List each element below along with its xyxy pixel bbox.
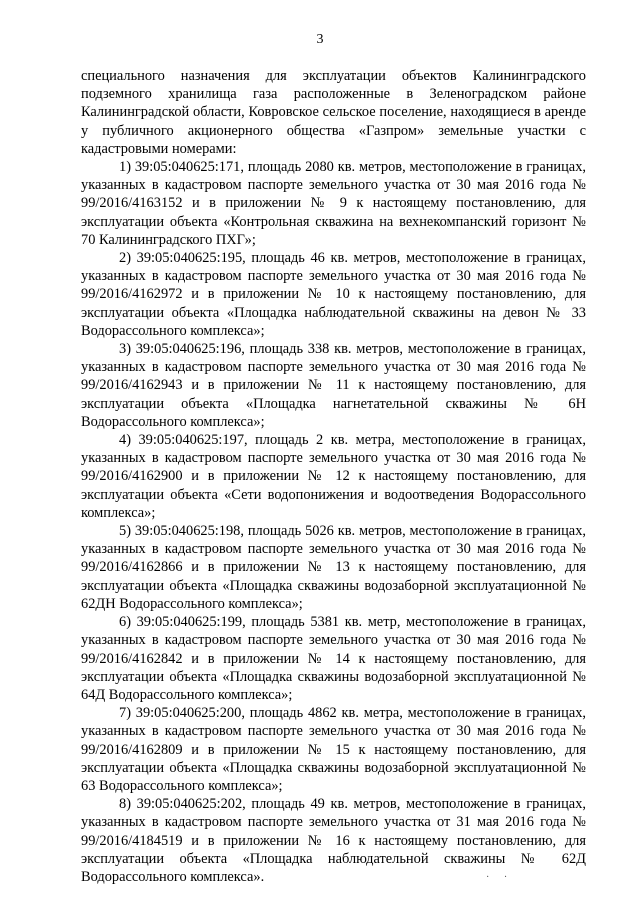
list-item: 1) 39:05:040625:171, площадь 2080 кв. метров, местоположение в границах, указанных в кадастровом паспорте земельного участка от 30 мая 2016 года № 99/2016/4163152 и в приложении № 9 к настоящему постановлению, для эксплуатации объекта «Контрольная скважина на вехнекомпанский горизонт № 70 Калининградского ПХГ»;	[81, 159, 586, 248]
list-item: 8) 39:05:040625:202, площадь 49 кв. метров, местоположение в границах, указанных в кадастровом паспорте земельного участка от 31 мая 2016 года № 99/2016/4184519 и в приложении № 16 к настоящему постановлению, для эксплуатации объекта «Площадка наблюдательной скважины № 62Д Водорассольного комплекса».	[81, 796, 586, 885]
list-item: 5) 39:05:040625:198, площадь 5026 кв. метров, местоположение в границах, указанных в кадастровом паспорте земельного участка от 30 мая 2016 года № 99/2016/4162866 и в приложении № 13 к настоящему постановлению, для эксплуатации объекта «Площадка скважины водозаборной эксплуатационной № 62ДН Водорассольного комплекса»;	[81, 523, 586, 612]
list-item: 2) 39:05:040625:195, площадь 46 кв. метров, местоположение в границах, указанных в кадастровом паспорте земельного участка от 30 мая 2016 года № 99/2016/4162972 и в приложении № 10 к настоящему постановлению, для эксплуатации объекта «Площадка наблюдательной скважины на девон № 33 Водорассольного комплекса»;	[81, 250, 586, 339]
list-item: 4) 39:05:040625:197, площадь 2 кв. метра, местоположение в границах, указанных в кадастровом паспорте земельного участка от 30 мая 2016 года № 99/2016/4162900 и в приложении № 12 к настоящему постановлению, для эксплуатации объекта «Сети водопонижения и водоотведения Водорассольного комплекса»;	[81, 432, 586, 521]
scan-artifact: · ·	[486, 872, 514, 883]
list-item: 3) 39:05:040625:196, площадь 338 кв. метров, местоположение в границах, указанных в кадастровом паспорте земельного участка от 30 мая 2016 года № 99/2016/4162943 и в приложении № 11 к настоящему постановлению, для эксплуатации объекта «Площадка нагнетательной скважины № 6Н Водорассольного комплекса»;	[81, 341, 586, 430]
page-number: 3	[316, 32, 324, 47]
list-item: 7) 39:05:040625:200, площадь 4862 кв. метра, местоположение в границах, указанных в кадастровом паспорте земельного участка от 30 мая 2016 года № 99/2016/4162809 и в приложении № 15 к настоящему постановлению, для эксплуатации объекта «Площадка скважины водозаборной эксплуатационной № 63 Водорассольного комплекса»;	[81, 705, 586, 794]
intro-paragraph: специального назначения для эксплуатации объектов Калининградского подземного хранилища газа расположенные в Зеленоградском районе Калининградской области, Ковровское сельское поселение, находящиеся в аренде у публичного акционерного общества «Газпром» земельные участки с кадастровыми номерами:	[81, 68, 586, 157]
document-body	[81, 67, 586, 886]
list-item: 6) 39:05:040625:199, площадь 5381 кв. метр, местоположение в границах, указанных в кадастровом паспорте земельного участка от 30 мая 2016 года № 99/2016/4162842 и в приложении № 14 к настоящему постановлению, для эксплуатации объекта «Площадка скважины водозаборной эксплуатационной № 64Д Водорассольного комплекса»;	[81, 614, 586, 703]
